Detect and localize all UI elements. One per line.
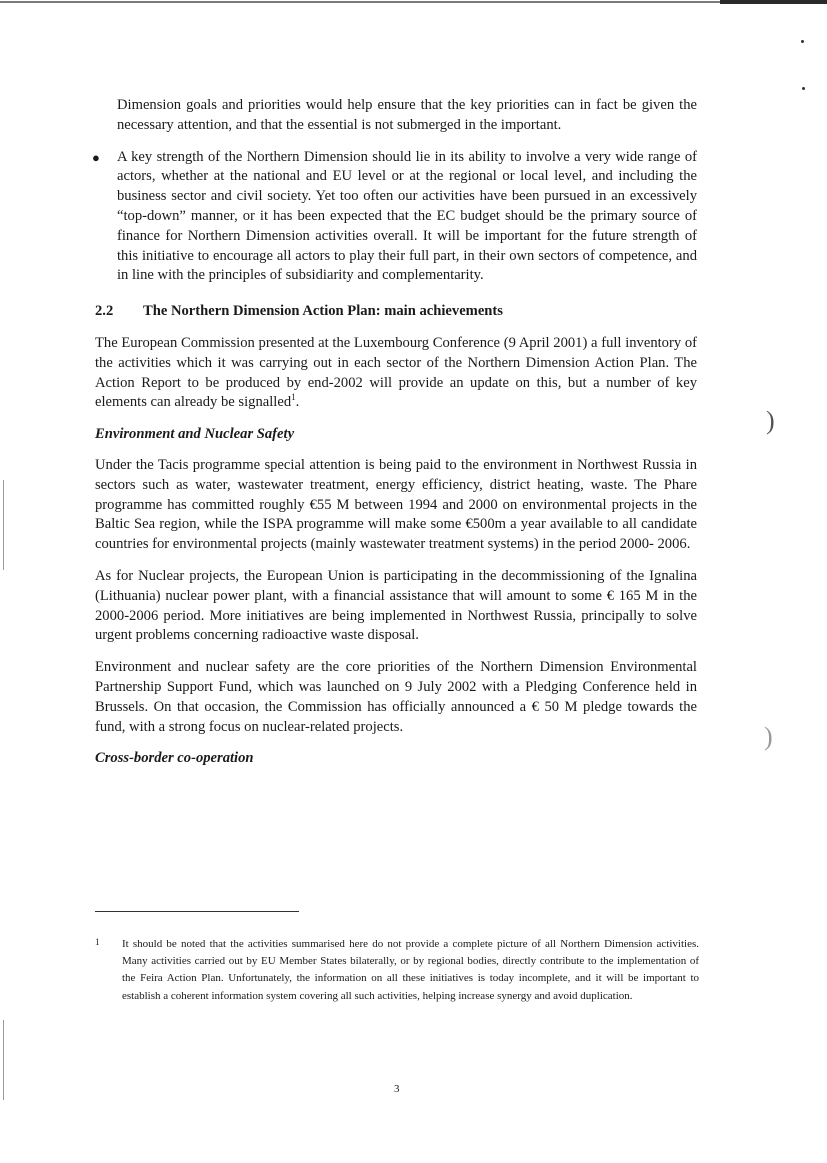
scan-left-edge	[3, 1020, 4, 1100]
scan-speck	[801, 40, 804, 43]
section-number: 2.2	[95, 303, 114, 320]
bullet-icon: ●	[92, 149, 100, 165]
footnote-mark: 1	[95, 937, 100, 947]
scan-top-edge	[0, 1, 827, 3]
subheading-environment: Environment and Nuclear Safety	[95, 426, 295, 443]
bullet-item	[92, 148, 697, 287]
support-fund-paragraph: Environment and nuclear safety are the core priorities of the Northern Dimension Environmental Partnership Support Fund, which was launched on 9 July 2002 with a Pledging Conference held in Brussels. On that occasion, the Commission has officially announced a € 50 M pledge towards the fund, with a strong focus on nuclear-related projects.	[95, 659, 697, 735]
footnote-reference: 1	[291, 392, 296, 403]
continued-paragraph: Dimension goals and priorities would help ensure that the key priorities can in fact be given the necessary attention, and that the essential is not submerged in the important.	[117, 97, 697, 133]
footnote-text: It should be noted that the activities summarised here do not provide a complete picture of all Northern Dimension activities. Many activities carried out by EU Member States bilaterally, or by regional bodies, directly contribute to the implementation of the Feira Action Plan. Unfortunately, the information on all these initiatives is today incomplete, and it will be important to establish a coherent information system covering all such activities, helping increase synergy and avoid duplication.	[122, 938, 699, 1002]
document-body	[92, 96, 697, 780]
section-title: The Northern Dimension Action Plan: main achievements	[143, 303, 503, 320]
nuclear-paragraph: As for Nuclear projects, the European Union is participating in the decommissioning of the Ignalina (Lithuania) nuclear power plant, with a financial assistance that will amount to some € 165 M in the 2000-2006 period. More initiatives are being implemented in Northwest Russia, principally to solve urgent problems concerning radioactive waste disposal.	[95, 567, 697, 644]
page-number: 3	[394, 1083, 400, 1095]
section-heading	[95, 302, 697, 322]
environment-paragraph: Under the Tacis programme special attention is being paid to the environment in Northwest Russia in sectors such as water, wastewater treatment, energy efficiency, district heating, waste. The Phare programme has committed roughly €55 M between 1994 and 2000 on environmental projects in the Baltic Sea region, while the ISPA programme will make some €500m a year available to all candidate countries for environmental projects (mainly wastewater treatment systems) in the period 2000- 2006.	[95, 456, 697, 553]
scan-left-edge	[3, 480, 4, 570]
subheading-cross-border: Cross-border co-operation	[95, 750, 254, 767]
punch-hole-mark: )	[764, 722, 773, 751]
bullet-text: A key strength of the Northern Dimension should lie in its ability to involve a very wide range of actors, whether at the national and EU level or at the regional or local level, and including the business sector and civil society. Yet too often our activities have been pursued in an excessively “top-down” manner, or it has been expected that the EC budget should be the primary source of finance for Northern Dimension activities overall. It will be important for the future strength of this initiative to encourage all actors to play their full part, in their own sectors of competence, and in line with the principles of subsidiarity and complementarity.	[117, 148, 697, 284]
footnote-separator	[95, 911, 299, 912]
scan-speck	[802, 87, 805, 90]
footnote	[95, 936, 699, 1005]
intro-paragraph: The European Commission presented at the Luxembourg Conference (9 April 2001) a full inventory of the activities which it was carrying out in each sector of the Northern Dimension Action Plan. The Action Report to be produced by end-2002 will provide an update on this, but a number of key elements can already be signalled$^1$.	[95, 334, 697, 411]
scan-top-edge-dark	[720, 0, 827, 4]
punch-hole-mark: )	[766, 406, 775, 435]
